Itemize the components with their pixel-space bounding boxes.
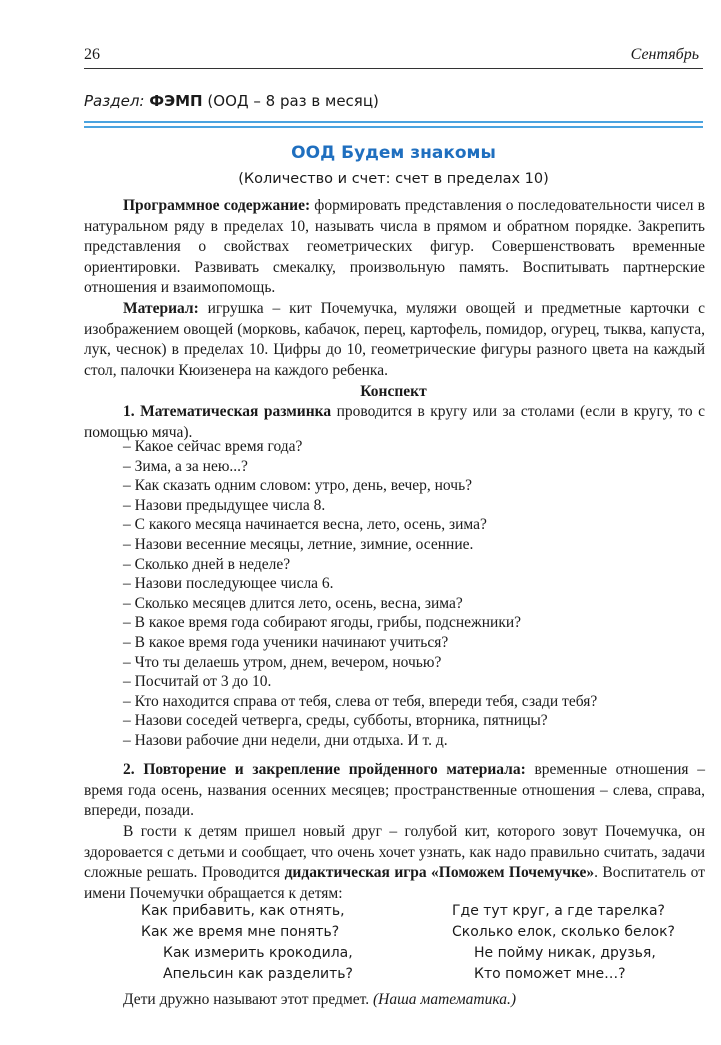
program-text: формировать представления о последовательности чисел в натуральном ряду в пределах 10, называть числа в прямом и обратном порядке. Закрепить представления о свойствах геометрических фигур. Совершенствовать временные ориентировки. Развивать смекалку, произвольную память. Воспитывать партнерские отношения и взаимопомощь. [84, 197, 705, 296]
section-label: Раздел: [84, 92, 145, 110]
konspekt-heading: Конспект [360, 383, 427, 400]
running-title: Сентябрь [630, 46, 699, 63]
poem-line: Не пойму никак, друзья, [474, 945, 656, 961]
list-item: – Как сказать одним словом: утро, день, вечер, ночь? [123, 477, 473, 495]
closing-paragraph [84, 990, 705, 1011]
list-item: – В какое время года ученики начинают учиться? [123, 633, 449, 651]
section-divider-top [84, 121, 703, 123]
list-item: – Назови соседей четверга, среды, субботы, вторника, пятницы? [123, 712, 548, 730]
poem-line: Как прибавить, как отнять, [141, 903, 345, 919]
poem-left-stanza [141, 901, 353, 985]
list-item: – Что ты делаешь утром, днем, вечером, ночью? [123, 653, 442, 671]
story-text-before: В гости к детям пришел новый друг – голубой кит, которого зовут Почемучка, он здоровается с детьми и сообщает, что очень хочет узнать, как надо правильно считать, задачи сложные решать. Проводится [84, 823, 705, 881]
poem-line: Как измерить крокодила, [163, 945, 353, 961]
list-item: – Сколько дней в неделе? [123, 555, 291, 573]
story-text-after: . Воспитатель от имени Почемучки обращается к детям: [84, 864, 705, 902]
story-paragraph [84, 822, 705, 904]
list-item: – Зима, а за нею...? [123, 457, 248, 475]
poem-line: Где тут круг, а где тарелка? [452, 903, 665, 919]
didactic-game-name: дидактическая игра «Поможем Почемучке» [284, 864, 595, 881]
list-item: – Назови весенние месяцы, летние, зимние, осенние. [123, 535, 474, 553]
closing-text: Дети дружно называют этот предмет. [123, 991, 373, 1008]
poem-line: Как же время мне понять? [141, 924, 340, 940]
material-paragraph [84, 299, 705, 381]
list-item: – С какого месяца начинается весна, лето, осень, зима? [123, 516, 487, 534]
step1-text: проводится в кругу или за столами (если в кругу, то с помощью мяча). [84, 403, 705, 441]
program-paragraph [84, 196, 705, 299]
list-item: – Посчитай от 3 до 10. [123, 673, 272, 691]
section-name: ФЭМП [149, 92, 203, 110]
list-item: – Назови рабочие дни недели, дни отдыха. И т. д. [123, 731, 448, 749]
list-item: – Кто находится справа от тебя, слева от тебя, впереди тебя, сзади тебя? [123, 692, 598, 710]
page-number: 26 [84, 46, 100, 63]
list-item: – Сколько месяцев длится лето, осень, весна, зима? [123, 594, 463, 612]
step2-label: 2. Повторение и закрепление пройденного материала: [123, 761, 526, 778]
lesson-subtitle: (Количество и счет: счет в пределах 10) [238, 171, 549, 187]
list-item: – Назови предыдущее числа 8. [123, 496, 326, 514]
section-line [84, 92, 379, 110]
list-item: – Назови последующее числа 6. [123, 575, 334, 593]
lesson-title: ООД Будем знакомы [291, 143, 496, 163]
step1-label: 1. Математическая разминка [123, 403, 332, 420]
poem-right-stanza [452, 901, 675, 985]
section-note: (ООД – 8 раз в месяц) [207, 92, 379, 110]
poem-line: Кто поможет мне…? [474, 966, 626, 982]
list-item: – В какое время года собирают ягоды, грибы, подснежники? [123, 614, 522, 632]
material-text: игрушка – кит Почемучка, муляжи овощей и предметные карточки с изображением овощей (морковь, кабачок, перец, картофель, помидор, огурец, тыква, капуста, лук, чеснок) в пределах 10. Цифры до 10, геометрические фигуры разного цвета на каждый стол, палочки Кюизенера на каждого ребенка. [84, 300, 705, 379]
program-label: Программное содержание: [123, 197, 311, 214]
material-label: Материал: [123, 300, 199, 317]
step2-text: временные отношения – время года осень, названия осенних месяцев; пространственные отношения – слева, справа, впереди, позади. [84, 761, 705, 819]
list-item: – Какое сейчас время года? [123, 438, 303, 455]
closing-answer: (Наша математика.) [373, 991, 516, 1008]
header-rule [84, 68, 703, 69]
step2-paragraph [84, 760, 705, 822]
questions-list [123, 437, 597, 751]
poem-line: Сколько елок, сколько белок? [452, 924, 675, 940]
poem-line: Апельсин как разделить? [163, 966, 353, 982]
section-divider-bottom [84, 126, 703, 128]
